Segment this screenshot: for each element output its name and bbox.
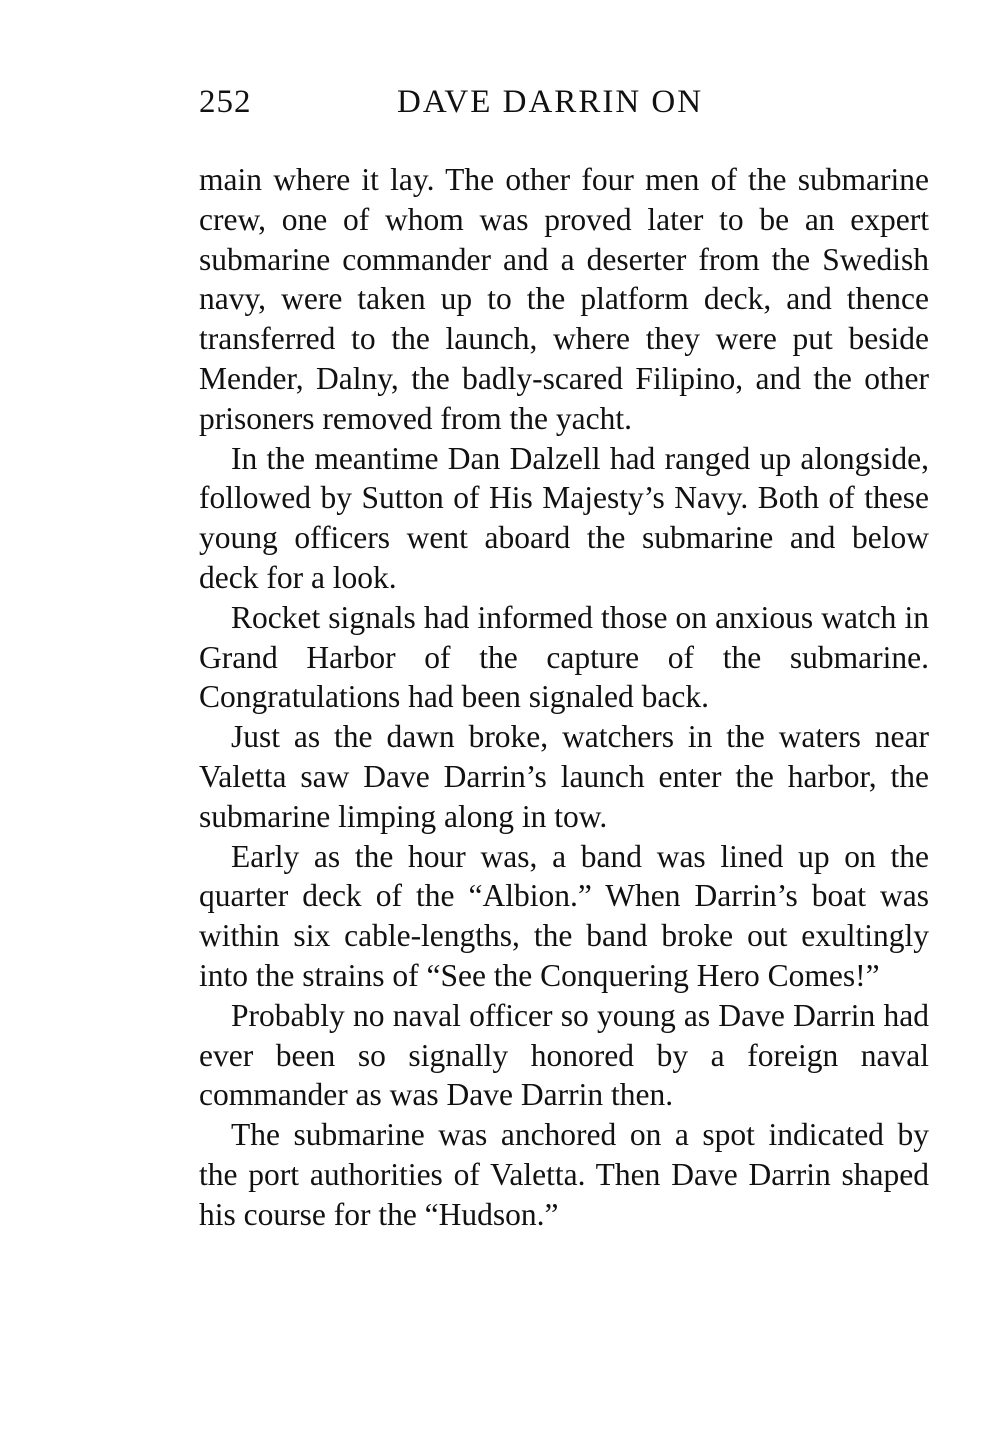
paragraph: Early as the hour was, a band was lined up on the quarter deck of the “Albion.” When Darrin’s boat was within six cable-lengths, the band broke out exultingly into the strains of “See the Conquering Hero Comes!” <box>199 838 929 993</box>
body-text <box>199 160 929 1235</box>
paragraph: Probably no naval officer so young as Dave Darrin had ever been so signally honored by a foreign naval commander as was Dave Darrin then. <box>199 997 929 1113</box>
paragraph: In the meantime Dan Dalzell had ranged up alongside, followed by Sutton of His Majesty’s Navy. Both of these young officers went aboard the submarine and below deck for a look. <box>199 440 929 595</box>
paragraph: main where it lay. The other four men of the submarine crew, one of whom was proved later to be an expert submarine commander and a deserter from the Swedish navy, were taken up to the platform deck, and thence transferred to the launch, where they were put beside Mender, Dalny, the badly-scared Filipino, and the other prisoners removed from the yacht. <box>199 162 929 436</box>
running-head <box>199 78 929 126</box>
paragraph: The submarine was anchored on a spot indicated by the port authorities of Valetta. Then Dave Darrin shaped his course for the “Hudson.” <box>199 1117 929 1232</box>
paragraph: Just as the dawn broke, watchers in the waters near Valetta saw Dave Darrin’s launch enter the harbor, the submarine limping along in tow. <box>199 719 929 834</box>
running-title: DAVE DARRIN ON <box>397 84 704 120</box>
page-number: 252 <box>199 84 252 120</box>
paragraph: Rocket signals had informed those on anxious watch in Grand Harbor of the capture of the submarine. Congratulations had been signaled back. <box>199 599 929 715</box>
